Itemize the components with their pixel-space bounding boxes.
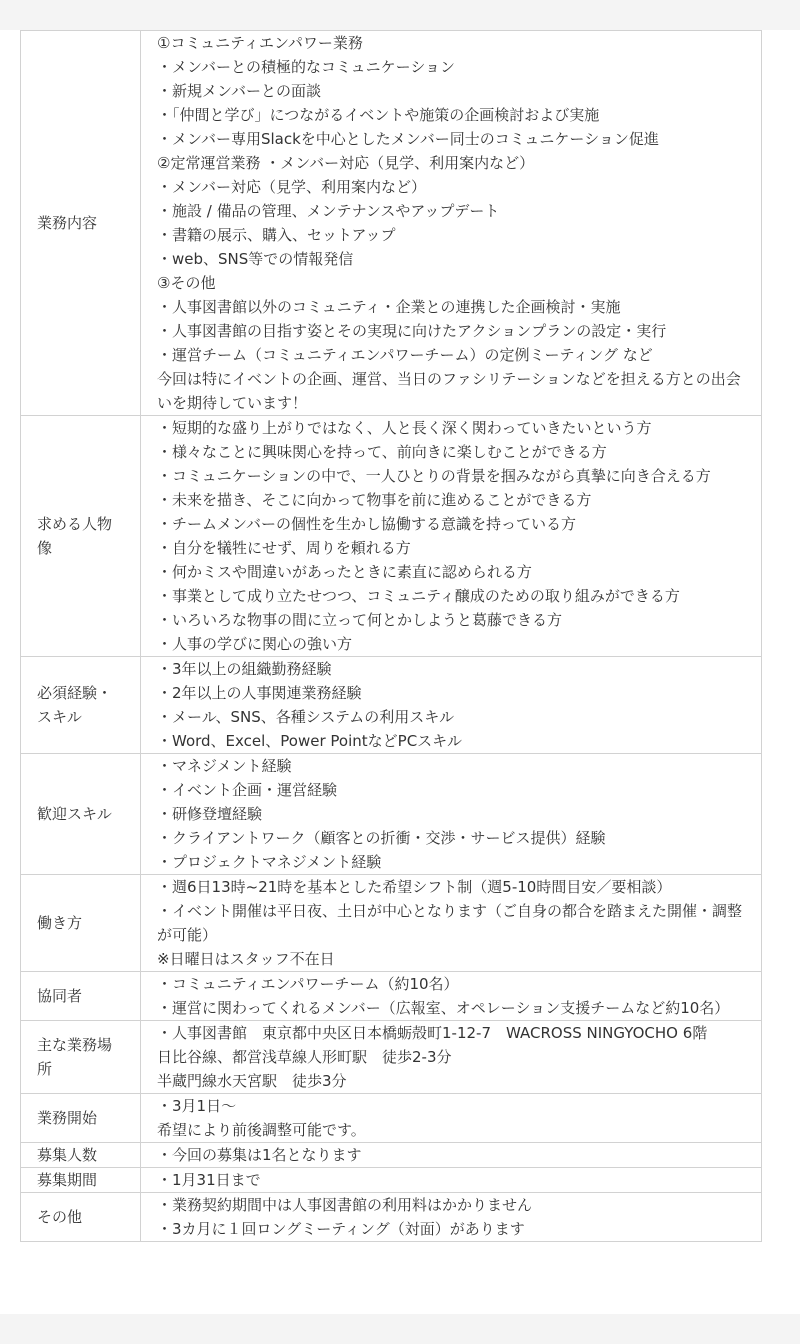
content-line: ・新規メンバーとの面談 bbox=[157, 82, 321, 100]
row-content bbox=[141, 416, 762, 657]
content-line: ・マネジメント経験 bbox=[157, 757, 292, 775]
table-row-required-skills bbox=[21, 657, 762, 754]
row-content bbox=[141, 754, 762, 875]
content-line: ・人事図書館 東京都中央区日本橋蛎殻町1-12-7 WACROSS NINGYOCHO 6階 bbox=[157, 1024, 708, 1042]
content-line: ・未来を描き、そこに向かって物事を前に進めることができる方 bbox=[157, 491, 592, 509]
content-line: ・業務契約期間中は人事図書館の利用料はかかりません bbox=[157, 1196, 533, 1214]
job-details-document bbox=[0, 30, 800, 1314]
table-row-other bbox=[21, 1193, 762, 1242]
content-line: ・週6日13時~21時を基本とした希望シフト制（週5-10時間目安／要相談） bbox=[157, 878, 672, 896]
content-line: ・メンバー専用Slackを中心としたメンバー同士のコミュニケーション促進 bbox=[157, 130, 659, 148]
content-line: ・3カ月に１回ロングミーティング（対面）があります bbox=[157, 1220, 525, 1238]
content-line: 半蔵門線水天宮駅 徒歩3分 bbox=[157, 1072, 347, 1090]
row-label: その他 bbox=[21, 1193, 141, 1242]
content-line: ・チームメンバーの個性を生かし協働する意識を持っている方 bbox=[157, 515, 576, 533]
row-content bbox=[141, 657, 762, 754]
content-line: ・人事の学びに関心の強い方 bbox=[157, 635, 353, 653]
table-row-start-date bbox=[21, 1094, 762, 1143]
content-line: ③その他 bbox=[157, 274, 216, 292]
content-line: ・運営に関わってくれるメンバー（広報室、オペレーション支援チームなど約10名） bbox=[157, 999, 730, 1017]
row-content bbox=[141, 1094, 762, 1143]
content-line: ・1月31日まで bbox=[157, 1171, 261, 1189]
content-line: ・イベント企画・運営経験 bbox=[157, 781, 338, 799]
row-content bbox=[141, 1143, 762, 1168]
table-row-preferred-skills bbox=[21, 754, 762, 875]
row-label: 業務内容 bbox=[21, 31, 141, 416]
row-content bbox=[141, 1021, 762, 1094]
content-line: ・プロジェクトマネジメント経験 bbox=[157, 853, 382, 871]
table-row-work-style bbox=[21, 875, 762, 972]
content-line: ・今回の募集は1名となります bbox=[157, 1146, 362, 1164]
content-line: ・短期的な盛り上がりではなく、人と長く深く関わっていきたいという方 bbox=[157, 419, 652, 437]
content-line: ・書籍の展示、購入、セットアップ bbox=[157, 226, 396, 244]
content-line: ・3年以上の組織勤務経験 bbox=[157, 660, 332, 678]
content-line: ・自分を犠牲にせず、周りを頼れる方 bbox=[157, 539, 411, 557]
table-row-collaborators bbox=[21, 972, 762, 1021]
content-line: ・施設 / 備品の管理、メンテナンスやアップデート bbox=[157, 202, 500, 220]
row-label: 働き方 bbox=[21, 875, 141, 972]
content-line: ・コミュニティエンパワーチーム（約10名） bbox=[157, 975, 459, 993]
content-line: ・事業として成り立たせつつ、コミュニティ醸成のための取り組みができる方 bbox=[157, 587, 680, 605]
content-line: ・いろいろな物事の間に立って何とかしようと葛藤できる方 bbox=[157, 611, 563, 629]
content-line: ・「仲間と学び」につながるイベントや施策の企画検討および実施 bbox=[157, 106, 600, 124]
page-bottom-margin bbox=[0, 1314, 800, 1344]
table-row-headcount bbox=[21, 1143, 762, 1168]
content-line: ・2年以上の人事関連業務経験 bbox=[157, 684, 362, 702]
row-label: 募集人数 bbox=[21, 1143, 141, 1168]
content-line: 今回は特にイベントの企画、運営、当日のファシリテーションなどを担える方との出会いを期待しています！ bbox=[157, 370, 741, 412]
content-line: ・Word、Excel、Power PointなどPCスキル bbox=[157, 732, 463, 750]
row-content bbox=[141, 1193, 762, 1242]
content-line: ・様々なことに興味関心を持って、前向きに楽しむことができる方 bbox=[157, 443, 607, 461]
row-label: 歓迎スキル bbox=[21, 754, 141, 875]
content-line: ・人事図書館の目指す姿とその実現に向けたアクションプランの設定・実行 bbox=[157, 322, 667, 340]
table-row-recruiting-period bbox=[21, 1168, 762, 1193]
content-line: ②定常運営業務 ・メンバー対応（見学、利用案内など） bbox=[157, 154, 535, 172]
job-details-rows bbox=[21, 31, 762, 1242]
content-line: ・web、SNS等での情報発信 bbox=[157, 250, 354, 268]
table-row-work-location bbox=[21, 1021, 762, 1094]
content-line: ・クライアントワーク（顧客との折衝・交渉・サービス提供）経験 bbox=[157, 829, 606, 847]
content-line: ・何かミスや間違いがあったときに素直に認められる方 bbox=[157, 563, 532, 581]
row-label: 主な業務場所 bbox=[21, 1021, 141, 1094]
row-content bbox=[141, 875, 762, 972]
content-line: 日比谷線、都営浅草線人形町駅 徒歩2-3分 bbox=[157, 1048, 452, 1066]
content-line: ・メンバーとの積極的なコミュニケーション bbox=[157, 58, 456, 76]
content-line: ・メール、SNS、各種システムの利用スキル bbox=[157, 708, 455, 726]
row-content bbox=[141, 972, 762, 1021]
row-label: 求める人物像 bbox=[21, 416, 141, 657]
content-line: ・研修登壇経験 bbox=[157, 805, 263, 823]
content-line: ・メンバー対応（見学、利用案内など） bbox=[157, 178, 426, 196]
content-line: ※日曜日はスタッフ不在日 bbox=[157, 950, 335, 968]
row-content bbox=[141, 31, 762, 416]
content-line: ・イベント開催は平日夜、土日が中心となります（ご自身の都合を踏まえた開催・調整が可能） bbox=[157, 902, 743, 944]
row-content bbox=[141, 1168, 762, 1193]
row-label: 必須経験・スキル bbox=[21, 657, 141, 754]
table-row-job-description bbox=[21, 31, 762, 416]
content-line: ・人事図書館以外のコミュニティ・企業との連携した企画検討・実施 bbox=[157, 298, 621, 316]
table-row-ideal-candidate bbox=[21, 416, 762, 657]
row-label: 募集期間 bbox=[21, 1168, 141, 1193]
row-label: 業務開始 bbox=[21, 1094, 141, 1143]
content-line: ・運営チーム（コミュニティエンパワーチーム）の定例ミーティング など bbox=[157, 346, 653, 364]
content-line: ・3月1日〜 bbox=[157, 1097, 237, 1115]
content-line: ①コミュニティエンパワー業務 bbox=[157, 34, 363, 52]
content-line: 希望により前後調整可能です。 bbox=[157, 1121, 366, 1139]
content-line: ・コミュニケーションの中で、一人ひとりの背景を掴みながら真摯に向き合える方 bbox=[157, 467, 711, 485]
row-label: 協同者 bbox=[21, 972, 141, 1021]
job-details-table bbox=[20, 30, 762, 1242]
